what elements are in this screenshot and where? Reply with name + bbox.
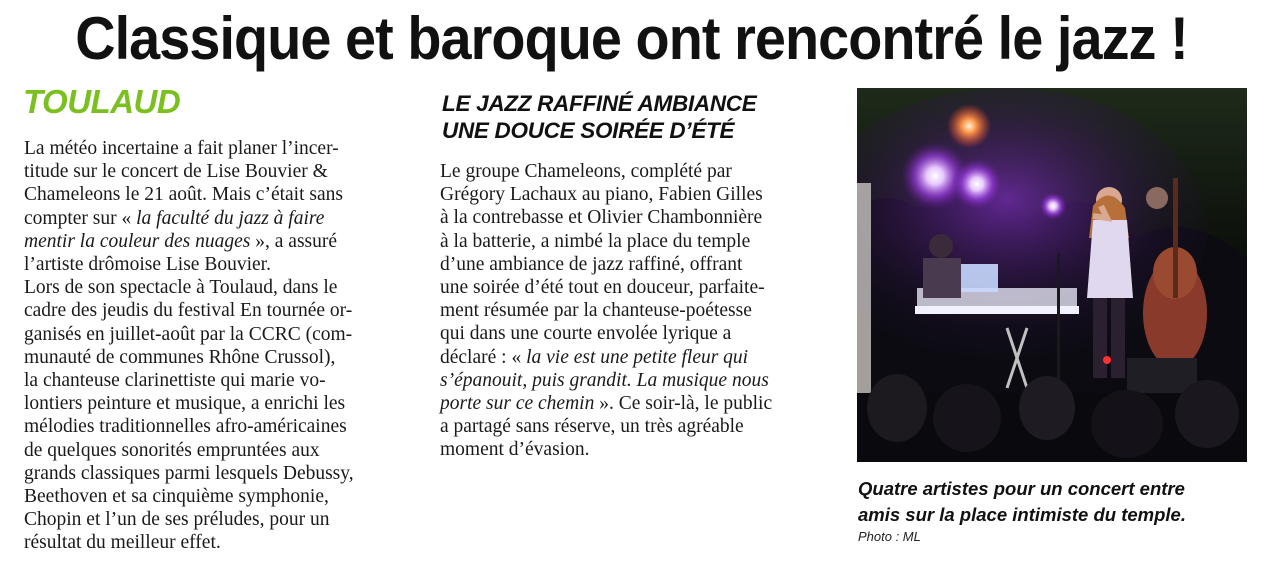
article-body-left xyxy=(24,137,416,555)
text-line: de quelques sonorités empruntées aux xyxy=(24,439,320,461)
text-line: qui dans une courte envolée lyrique a xyxy=(440,323,732,345)
text-line: a partagé sans réserve, un très agréable xyxy=(440,416,744,438)
text-line: Chopin et l’un de ses préludes, pour un xyxy=(24,509,330,531)
text-line: l’artiste drômoise Lise Bouvier. xyxy=(24,254,271,276)
text-line: ment résumée par la chanteuse-poétesse xyxy=(440,300,752,322)
concert-photo xyxy=(857,88,1247,462)
text-line: déclaré : « la vie est une petite fleur qui xyxy=(440,346,749,368)
text-line: mélodies traditionnelles afro-américaines xyxy=(24,416,347,438)
text-line: à la batterie, a nimbé la place du temple xyxy=(440,230,751,252)
text-line: Beethoven et sa cinquième symphonie, xyxy=(24,486,329,508)
concert-photo-illustration xyxy=(857,88,1247,462)
photo-credit: Photo : ML xyxy=(858,529,921,544)
text-line: grands classiques parmi lesquels Debussy, xyxy=(24,462,354,484)
text-line: Grégory Lachaux au piano, Fabien Gilles xyxy=(440,184,763,206)
section-kicker: TOULAUD xyxy=(23,83,181,120)
text-line: compter sur « la faculté du jazz à faire xyxy=(24,207,325,229)
text-line: une soirée d’été tout en douceur, parfaite- xyxy=(440,277,765,299)
text-line: résultat du meilleur effet. xyxy=(24,532,221,554)
text-line: s’épanouit, puis grandit. La musique nous xyxy=(440,369,769,391)
subheading-line: UNE DOUCE SOIRÉE D’ÉTÉ xyxy=(442,118,735,143)
text-line: Chameleons le 21 août. Mais c’était sans xyxy=(24,184,343,206)
text-line: munauté de communes Rhône Crussol), xyxy=(24,346,336,368)
text-line: porte sur ce chemin ». Ce soir-là, le public xyxy=(440,393,773,415)
text-line: moment d’évasion. xyxy=(440,439,590,461)
text-line: ganisés en juillet-août par la CCRC (com- xyxy=(24,323,353,345)
caption-line: Quatre artistes pour un concert entre xyxy=(858,478,1185,499)
article-body-middle xyxy=(440,160,833,462)
headline: Classique et baroque ont rencontré le jazz ! xyxy=(75,5,1188,72)
text-line: mentir la couleur des nuages », a assuré xyxy=(24,230,338,252)
text-line: titude sur le concert de Lise Bouvier & xyxy=(24,161,328,183)
text-line: cadre des jeudis du festival En tournée or- xyxy=(24,300,353,322)
text-line: lontiers peinture et musique, a enrichi les xyxy=(24,393,346,415)
text-line: la chanteuse clarinettiste qui marie vo- xyxy=(24,370,326,392)
subheading xyxy=(442,90,756,144)
subheading-line: LE JAZZ RAFFINÉ AMBIANCE xyxy=(442,91,757,116)
text-line: d’une ambiance de jazz raffiné, offrant xyxy=(440,253,743,275)
text-line: Le groupe Chameleons, complété par xyxy=(440,161,732,182)
text-line: La météo incertaine a fait planer l’incer- xyxy=(24,138,339,159)
text-line: Lors de son spectacle à Toulaud, dans le xyxy=(24,277,338,299)
text-line: à la contrebasse et Olivier Chambonnière xyxy=(440,207,763,229)
photo-caption xyxy=(858,476,1186,528)
caption-line: amis sur la place intimiste du temple. xyxy=(858,504,1186,525)
